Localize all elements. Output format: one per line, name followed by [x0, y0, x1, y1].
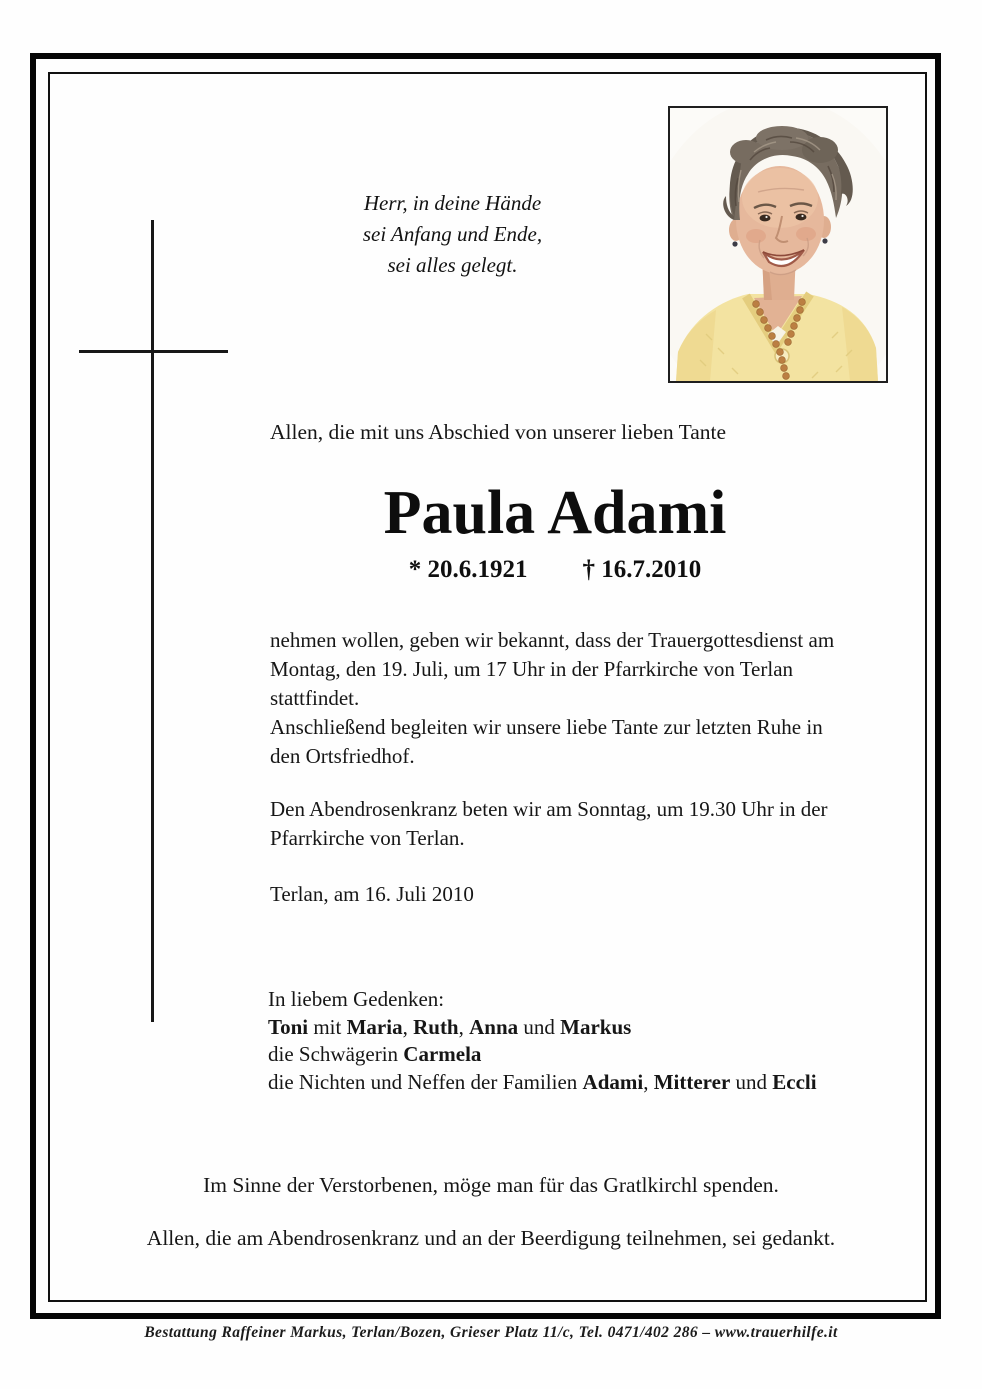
- quote-line: Herr, in deine Hände: [363, 191, 542, 215]
- deceased-name: Paula Adami: [383, 479, 727, 547]
- funeral-home-footer: Bestattung Raffeiner Markus, Terlan/Bozen, Grieser Platz 11/c, Tel. 0471/402 286 – www.trauerhilfe.it: [144, 1324, 838, 1341]
- thanks-note: Allen, die am Abendrosenkranz und an der Beerdigung teilnehmen, sei gedankt.: [146, 1226, 836, 1250]
- memorial-line: Toni mit Maria, Ruth, Anna und Markus: [268, 1014, 632, 1039]
- quote-line: sei alles gelegt.: [387, 253, 518, 277]
- rosary-paragraph: [270, 795, 828, 853]
- death-date: † 16.7.2010: [582, 556, 702, 583]
- donation-note: Im Sinne der Verstorbenen, möge man für das Gratlkirchl spenden.: [203, 1173, 779, 1197]
- birth-date: * 20.6.1921: [408, 556, 528, 583]
- portrait-illustration: [670, 108, 886, 381]
- portrait-photo: [668, 106, 888, 383]
- memorial-heading: In liebem Gedenken:: [268, 987, 445, 1011]
- body-line: Anschließend begleiten wir unsere liebe Tante zur letzten Ruhe in: [270, 715, 823, 739]
- memorial-line: die Schwägerin Carmela: [268, 1042, 482, 1066]
- announcement-intro: Allen, die mit uns Abschied von unserer lieben Tante: [270, 420, 727, 444]
- cross-icon: [151, 220, 154, 1022]
- religious-quote: [320, 188, 585, 281]
- cross-icon-bar: [79, 350, 228, 353]
- place-date-line: Terlan, am 16. Juli 2010: [270, 882, 474, 906]
- life-dates: [270, 556, 840, 584]
- burial-paragraph: [270, 713, 823, 771]
- body-line: den Ortsfriedhof.: [270, 744, 415, 768]
- memorial-line: die Nichten und Neffen der Familien Adami, Mitterer und Eccli: [268, 1069, 817, 1094]
- quote-line: sei Anfang und Ende,: [362, 222, 543, 246]
- body-line: Den Abendrosenkranz beten wir am Sonntag, um 19.30 Uhr in der: [270, 797, 828, 821]
- body-line: Montag, den 19. Juli, um 17 Uhr in der Pfarrkirche von Terlan: [270, 657, 794, 681]
- funeral-service-paragraph: [270, 626, 834, 713]
- body-line: stattfindet.: [270, 686, 360, 710]
- body-line: nehmen wollen, geben wir bekannt, dass der Trauergottesdienst am: [270, 628, 835, 652]
- body-line: Pfarrkirche von Terlan.: [270, 826, 465, 850]
- mourners-section: [268, 986, 817, 1096]
